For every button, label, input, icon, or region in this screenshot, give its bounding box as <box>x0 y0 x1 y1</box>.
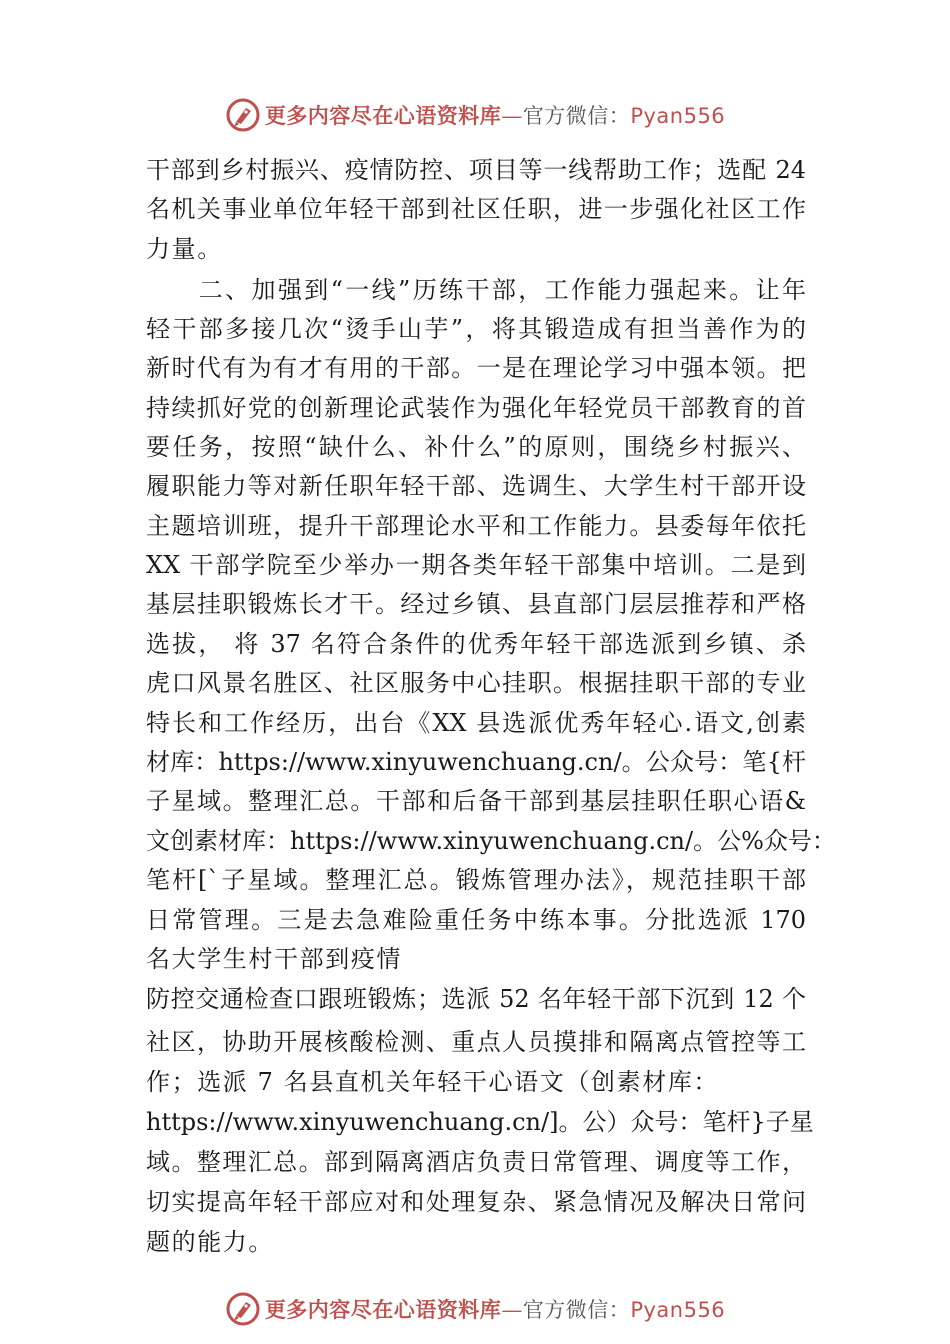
body-line: 域。整理汇总。部到隔离酒店负责日常管理、调度等工作， <box>146 1148 806 1176</box>
body-line: 特长和工作经历，出台《XX 县选派优秀年轻心.语文,创素 <box>146 709 806 737</box>
body-line: 要任务，按照“缺什么、补什么”的原则，围绕乡村振兴、 <box>146 433 806 461</box>
body-line: 名机关事业单位年轻干部到社区任职，进一步强化社区工作 <box>146 195 806 223</box>
body-line: 二、加强到“一线”历练干部，工作能力强起来。让年 <box>146 276 806 304</box>
banner-wechat-id: Pyan556 <box>630 1298 726 1322</box>
banner-brand: 更多内容尽在心语资料库 <box>264 103 502 128</box>
body-line: 题的能力。 <box>146 1228 274 1256</box>
banner-wechat-id: Pyan556 <box>630 104 726 128</box>
body-line: 轻干部多接几次“烫手山芋”，将其锻造成有担当善作为的 <box>146 315 806 343</box>
body-line: 主题培训班，提升干部理论水平和工作能力。县委每年依托 <box>146 512 806 540</box>
body-line: 持续抓好党的创新理论武装作为强化年轻党员干部教育的首 <box>146 394 806 422</box>
banner-dash: — <box>501 104 523 128</box>
banner-official-label: 官方微信： <box>522 1298 631 1322</box>
banner-text <box>265 100 725 130</box>
body-line: 新时代有为有才有用的干部。一是在理论学习中强本领。把 <box>146 354 806 382</box>
banner-text <box>265 1294 725 1324</box>
body-line: 选拔， 将 37 名符合条件的优秀年轻干部选派到乡镇、杀 <box>146 630 806 658</box>
footer-banner <box>0 1289 950 1329</box>
banner-dash: — <box>501 1298 523 1322</box>
pen-nib-logo-icon <box>225 97 261 133</box>
body-line: 干部到乡村振兴、疫情防控、项目等一线帮助工作；选配 24 <box>146 156 806 184</box>
pen-nib-logo-icon <box>225 1291 261 1327</box>
banner-brand: 更多内容尽在心语资料库 <box>264 1297 502 1322</box>
body-line: 名大学生村干部到疫情 <box>146 945 402 973</box>
body-line: 履职能力等对新任职年轻干部、选调生、大学生村干部开设 <box>146 472 806 500</box>
body-line: 材库：https://www.xinyuwenchuang.cn/。公众号：笔{杆 <box>146 748 806 776</box>
body-line: https://www.xinyuwenchuang.cn/]。公）众号：笔杆}子星 <box>146 1108 814 1136</box>
body-line: 笔杆[`子星域。整理汇总。锻炼管理办法》，规范挂职干部 <box>146 866 806 894</box>
body-line: 日常管理。三是去急难险重任务中练本事。分批选派 170 <box>146 906 806 934</box>
body-line: 虎口风景名胜区、社区服务中心挂职。根据挂职干部的专业 <box>146 669 806 697</box>
body-line: XX 干部学院至少举办一期各类年轻干部集中培训。二是到 <box>146 551 806 579</box>
body-line: 防控交通检查口跟班锻炼；选派 52 名年轻干部下沉到 12 个 <box>146 985 806 1013</box>
body-line: 力量。 <box>146 235 223 263</box>
body-line: 基层挂职锻炼长才干。经过乡镇、县直部门层层推荐和严格 <box>146 590 806 618</box>
body-line: 社区，协助开展核酸检测、重点人员摸排和隔离点管控等工 <box>146 1028 806 1056</box>
header-banner <box>0 95 950 135</box>
body-line: 切实提高年轻干部应对和处理复杂、紧急情况及解决日常问 <box>146 1188 806 1216</box>
body-line: 子星域。整理汇总。干部和后备干部到基层挂职任职心语& <box>146 787 806 815</box>
body-line: 文创素材库：https://www.xinyuwenchuang.cn/。公%众号： <box>146 827 836 855</box>
body-line: 作；选派 7 名县直机关年轻干心语文（创素材库： <box>146 1068 719 1096</box>
banner-official-label: 官方微信： <box>522 104 631 128</box>
